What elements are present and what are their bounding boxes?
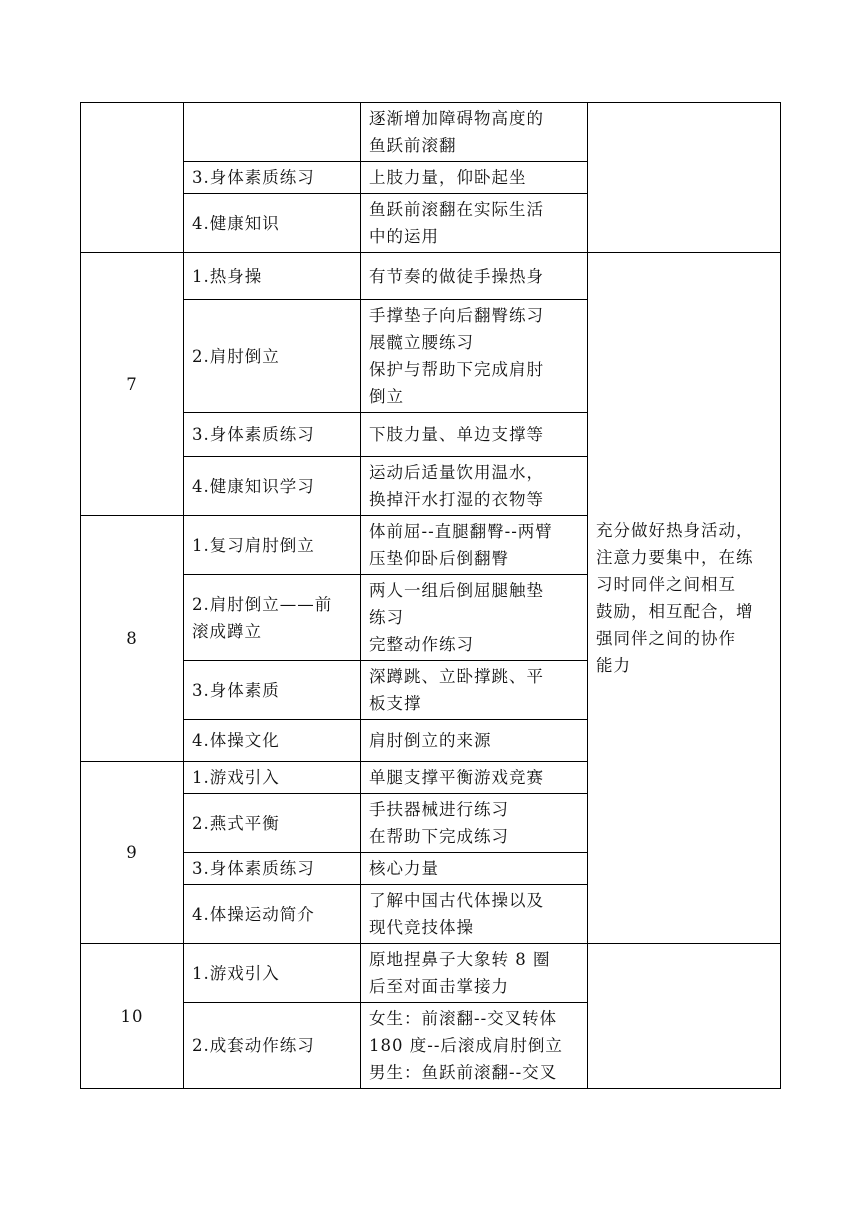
content-line: 女生：前滚翻--交叉转体 — [369, 1009, 558, 1028]
table-row — [81, 103, 781, 162]
item-label: 2.成套动作练习 — [192, 1036, 315, 1055]
note-cell — [588, 253, 781, 944]
item-label: 3.身体素质 — [192, 680, 280, 700]
lesson-number-cell — [81, 516, 184, 762]
note-line: 充分做好热身活动， — [596, 521, 754, 540]
item-cell — [184, 575, 361, 661]
content-cell — [361, 457, 588, 516]
item-label: 1.热身操 — [192, 266, 263, 286]
note-cell — [588, 944, 781, 1089]
content-cell — [361, 162, 588, 194]
item-label: 3.身体素质练习 — [192, 168, 315, 187]
lesson-number-cell — [81, 944, 184, 1089]
content-cell — [361, 575, 588, 661]
table-row — [81, 944, 781, 1003]
item-label: 1.游戏引入 — [192, 963, 280, 983]
content-line: 在帮助下完成练习 — [369, 827, 509, 846]
item-cell — [184, 194, 361, 253]
item-label: 4.健康知识 — [192, 213, 280, 233]
lesson-number-cell — [81, 762, 184, 944]
item-label: 1.复习肩肘倒立 — [192, 535, 315, 555]
content-line: 换掉汗水打湿的衣物等 — [369, 490, 544, 509]
item-label: 4.体操文化 — [192, 731, 280, 750]
note-cell — [588, 103, 781, 253]
content-cell — [361, 194, 588, 253]
content-cell — [361, 300, 588, 413]
note-line: 注意力要集中，在练 — [596, 548, 754, 567]
item-cell — [184, 720, 361, 762]
item-label: 1.游戏引入 — [192, 768, 280, 787]
item-label: 4.体操运动简介 — [192, 904, 315, 924]
content-cell — [361, 516, 588, 575]
item-label: 3.身体素质练习 — [192, 425, 315, 444]
item-cell — [184, 885, 361, 944]
content-cell — [361, 762, 588, 794]
content-cell — [361, 720, 588, 762]
lesson-number: 7 — [126, 374, 138, 394]
item-cell — [184, 162, 361, 194]
item-cell — [184, 413, 361, 457]
content-line: 180 度--后滚成肩肘倒立 — [369, 1036, 563, 1055]
content-cell — [361, 253, 588, 300]
item-label: 4.健康知识学习 — [192, 476, 315, 496]
content-line: 肩肘倒立的来源 — [369, 731, 492, 750]
content-cell — [361, 1003, 588, 1089]
content-line: 练习 — [369, 608, 404, 627]
content-line: 体前屈--直腿翻臀--两臂 — [369, 522, 553, 541]
item-cell — [184, 457, 361, 516]
content-line: 保护与帮助下完成肩肘 — [369, 360, 544, 379]
item-label: 2.肩肘倒立——前 — [192, 594, 333, 614]
content-cell — [361, 944, 588, 1003]
item-cell — [184, 944, 361, 1003]
content-line: 原地捏鼻子大象转 8 圈 — [369, 950, 551, 969]
lesson-number: 10 — [120, 1006, 144, 1026]
content-line: 上肢力量，仰卧起坐 — [369, 168, 527, 187]
content-line: 单腿支撑平衡游戏竞赛 — [369, 768, 544, 787]
content-line: 鱼跃前滚翻在实际生活 — [369, 200, 544, 219]
lesson-number: 8 — [126, 629, 138, 648]
content-cell — [361, 413, 588, 457]
note-line: 能力 — [596, 656, 631, 675]
content-line: 了解中国古代体操以及 — [369, 891, 544, 910]
item-cell — [184, 103, 361, 162]
item-cell — [184, 1003, 361, 1089]
content-line: 完整动作练习 — [369, 635, 474, 654]
content-line: 手撑垫子向后翻臀练习 — [369, 306, 544, 325]
content-line: 中的运用 — [369, 227, 439, 246]
table-row — [81, 253, 781, 300]
item-label: 滚成蹲立 — [192, 621, 262, 641]
content-cell — [361, 885, 588, 944]
lesson-number-cell — [81, 103, 184, 253]
note-line: 习时同伴之间相互 — [596, 575, 736, 594]
note-line: 强同伴之间的协作 — [596, 629, 736, 648]
content-line: 下肢力量、单边支撑等 — [369, 425, 544, 444]
content-line: 鱼跃前滚翻 — [369, 136, 457, 155]
item-label: 3.身体素质练习 — [192, 859, 315, 878]
content-line: 逐渐增加障碍物高度的 — [369, 109, 544, 128]
lesson-plan-table — [80, 102, 781, 1089]
content-line: 男生：鱼跃前滚翻--交叉 — [369, 1063, 558, 1082]
content-cell — [361, 853, 588, 885]
item-cell — [184, 516, 361, 575]
item-label: 2.肩肘倒立 — [192, 346, 280, 366]
content-line: 倒立 — [369, 387, 404, 406]
item-cell — [184, 253, 361, 300]
content-line: 深蹲跳、立卧撑跳、平 — [369, 667, 544, 686]
content-line: 后至对面击掌接力 — [369, 977, 509, 996]
content-line: 现代竞技体操 — [369, 918, 474, 937]
content-line: 运动后适量饮用温水， — [369, 463, 544, 482]
content-cell — [361, 103, 588, 162]
note-line: 鼓励，相互配合，增 — [596, 602, 754, 621]
lesson-number: 9 — [126, 843, 138, 862]
item-cell — [184, 762, 361, 794]
item-cell — [184, 300, 361, 413]
content-line: 展髋立腰练习 — [369, 333, 474, 352]
content-line: 两人一组后倒屈腿触垫 — [369, 581, 544, 600]
item-cell — [184, 853, 361, 885]
content-cell — [361, 661, 588, 720]
content-line: 压垫仰卧后倒翻臀 — [369, 549, 509, 568]
content-line: 核心力量 — [369, 859, 439, 878]
content-line: 有节奏的做徒手操热身 — [369, 266, 544, 286]
item-cell — [184, 794, 361, 853]
item-label: 2.燕式平衡 — [192, 813, 280, 833]
item-cell — [184, 661, 361, 720]
content-line: 手扶器械进行练习 — [369, 800, 509, 819]
lesson-number-cell — [81, 253, 184, 516]
content-line: 板支撑 — [369, 694, 422, 713]
content-cell — [361, 794, 588, 853]
